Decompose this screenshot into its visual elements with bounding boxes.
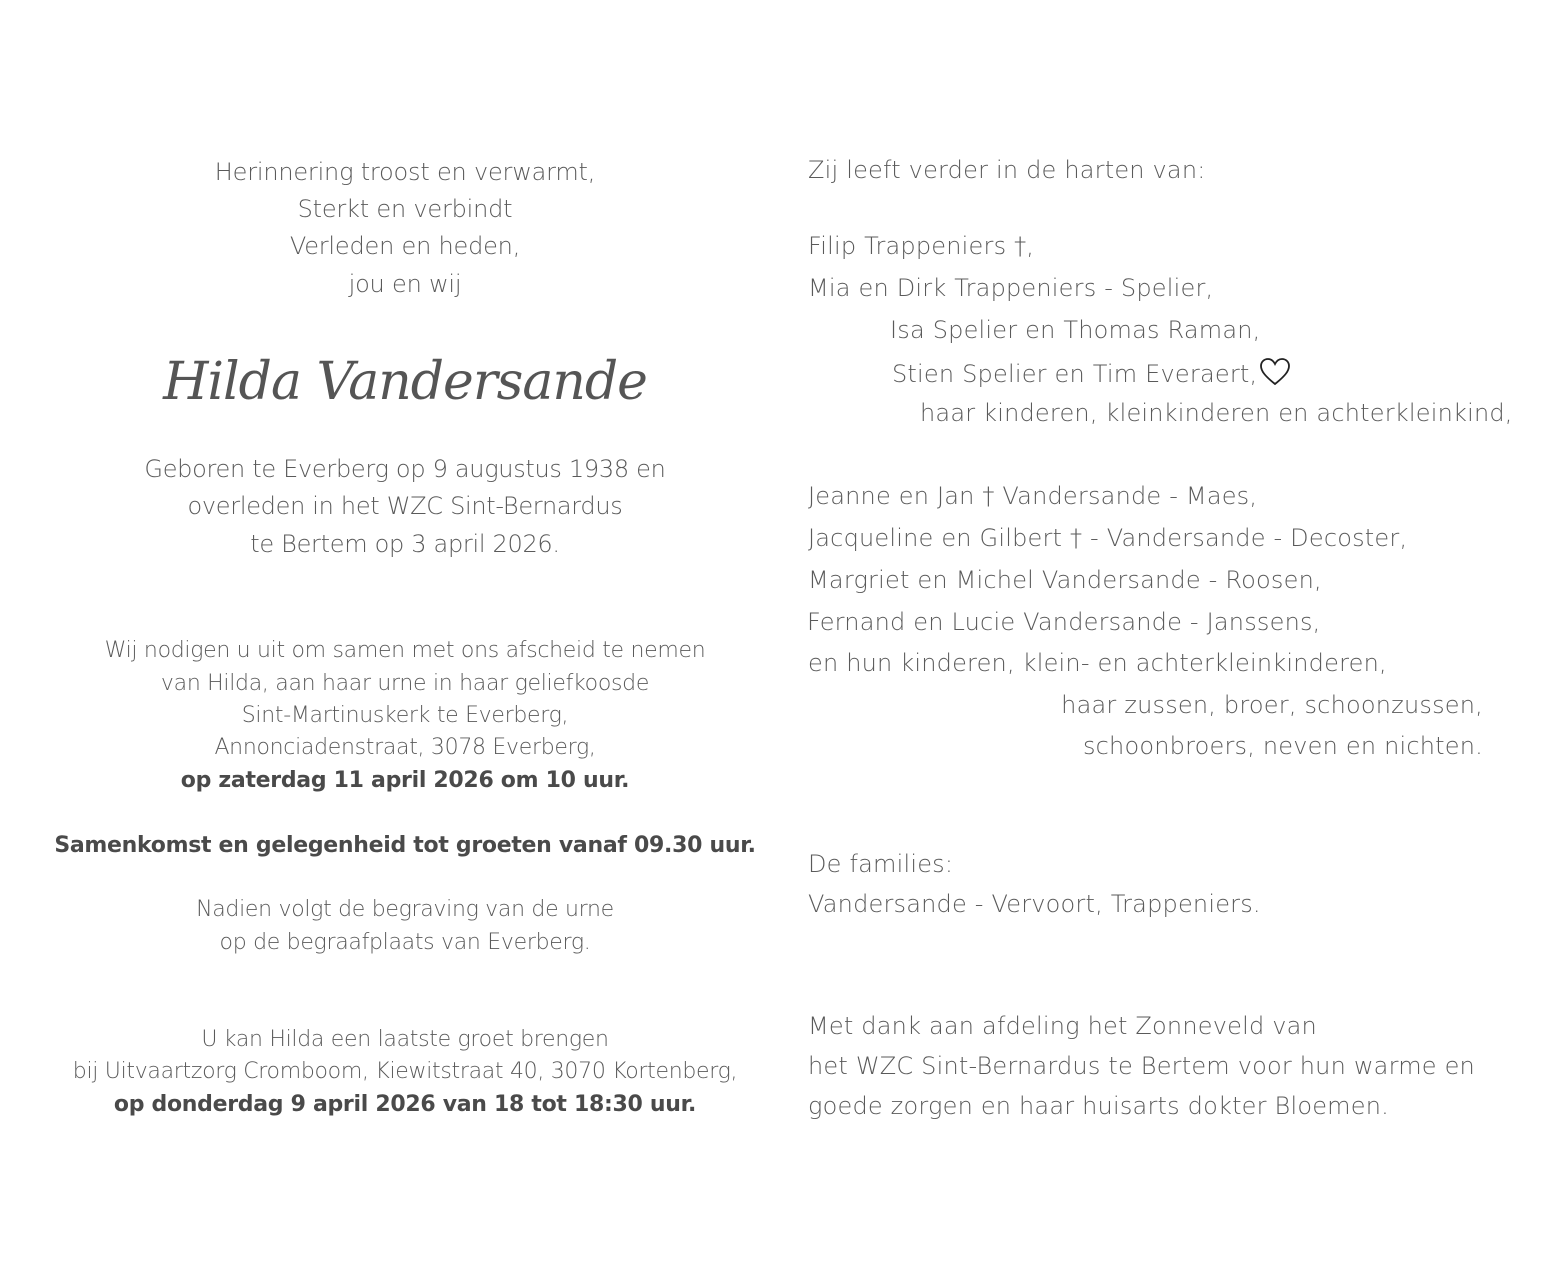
thanks-line: Met dank aan afdeling het Zonneveld van <box>808 1012 1317 1040</box>
heart-icon <box>1259 357 1291 393</box>
bio-line: te Bertem op 3 april 2026. <box>250 530 560 558</box>
sibling-line: haar zussen, broer, schoonzussen, <box>1061 691 1483 719</box>
invitation-line: Sint-Martinuskerk te Everberg, <box>241 703 569 728</box>
invitation-date: op zaterdag 11 april 2026 om 10 uur. <box>180 768 630 793</box>
sibling-line: Jeanne en Jan † Vandersande - Maes, <box>808 482 1258 510</box>
burial-line: op de begraafplaats van Everberg. <box>219 930 591 955</box>
visit-line: U kan Hilda een laatste groet brengen <box>201 1027 609 1052</box>
sibling-line: Margriet en Michel Vandersande - Roosen, <box>808 566 1322 594</box>
poem-line: Verleden en heden, <box>289 232 521 260</box>
poem-line: jou en wij <box>348 270 462 298</box>
families-label: De families: <box>808 850 954 878</box>
intro-line: Zij leeft verder in de harten van: <box>808 156 1206 184</box>
thanks-line: goede zorgen en haar huisarts dokter Bloemen. <box>808 1092 1389 1120</box>
burial-line: Nadien volgt de begraving van de urne <box>196 897 614 922</box>
family-line: Stien Spelier en Tim Everaert, <box>892 360 1258 388</box>
gathering-notice: Samenkomst en gelegenheid tot groeten vanaf 09.30 uur. <box>54 833 756 858</box>
family-line: Filip Trappeniers †, <box>808 232 1035 260</box>
visit-date: op donderdag 9 april 2026 van 18 tot 18:30 uur. <box>113 1092 697 1117</box>
invitation-line: Annonciadenstraat, 3078 Everberg, <box>214 735 596 760</box>
family-line: haar kinderen, kleinkinderen en achterkleinkind, <box>920 399 1513 427</box>
poem-line: Herinnering troost en verwarmt, <box>214 158 596 186</box>
family-line: Isa Spelier en Thomas Raman, <box>890 316 1261 344</box>
bio-line: Geboren te Everberg op 9 augustus 1938 en <box>144 455 666 483</box>
bio-line: overleden in het WZC Sint-Bernardus <box>187 492 623 520</box>
deceased-name: Hilda Vandersande <box>163 352 647 412</box>
family-line: Mia en Dirk Trappeniers - Spelier, <box>808 274 1214 302</box>
thanks-line: het WZC Sint-Bernardus te Bertem voor hun warme en <box>808 1052 1475 1080</box>
sibling-line: schoonbroers, neven en nichten. <box>1082 732 1483 760</box>
family-line-with-heart <box>892 357 1291 393</box>
invitation-line: van Hilda, aan haar urne in haar geliefkoosde <box>160 671 650 696</box>
sibling-line: Fernand en Lucie Vandersande - Janssens, <box>807 608 1321 636</box>
poem-line: Sterkt en verbindt <box>297 195 513 223</box>
visit-line: bij Uitvaartzorg Cromboom, Kiewitstraat 40, 3070 Kortenberg, <box>72 1059 738 1084</box>
invitation-line: Wij nodigen u uit om samen met ons afscheid te nemen <box>104 638 706 663</box>
sibling-line: en hun kinderen, klein- en achterkleinkinderen, <box>808 649 1387 677</box>
sibling-line: Jacqueline en Gilbert † - Vandersande - Decoster, <box>808 524 1408 552</box>
families-names: Vandersande - Vervoort, Trappeniers. <box>808 890 1261 918</box>
